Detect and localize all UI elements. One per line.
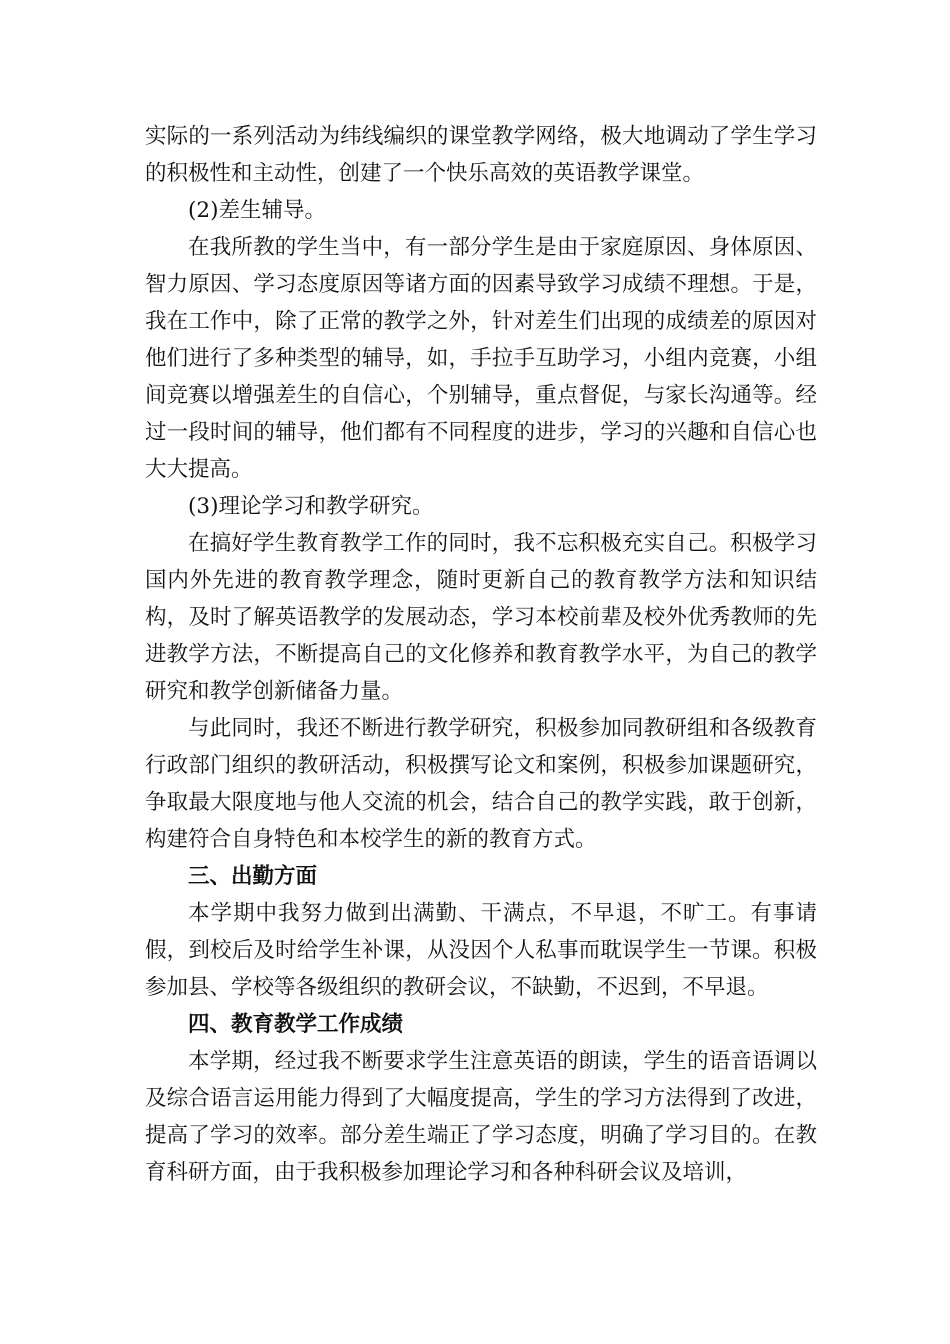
section-heading-achievements: 四、教育教学工作成绩 — [188, 1012, 404, 1037]
paragraph-attendance: 本学期中我努力做到出满勤、干满点，不早退，不旷工。有事请假，到校后及时给学生补课，从没因个人私事而耽误学生一节课。积极参加县、学校等各级组织的教研会议，不缺勤，不迟到，不早退。 — [145, 901, 817, 1000]
paragraph-achievements: 本学期，经过我不断要求学生注意英语的朗读，学生的语音语调以及综合语言运用能力得到了大幅度提高，学生的学习方法得到了改进，提高了学习的效率。部分差生端正了学习态度，明确了学习目的。在教育科研方面，由于我积极参加理论学习和各种科研会议及培训， — [145, 1049, 817, 1185]
subheading-theory-research: (3)理论学习和教学研究。 — [188, 494, 434, 519]
paragraph-research: 与此同时，我还不断进行教学研究，积极参加同教研组和各级教育行政部门组织的教研活动，积极撰写论文和案例，积极参加课题研究，争取最大限度地与他人交流的机会，结合自己的教学实践，敢于创新，构建符合自身特色和本校学生的新的教育方式。 — [145, 716, 817, 852]
paragraph-self-study: 在搞好学生教育教学工作的同时，我不忘积极充实自己。积极学习国内外先进的教育教学理念，随时更新自己的教育教学方法和知识结构，及时了解英语教学的发展动态，学习本校前辈及校外优秀教师的先进教学方法，不断提高自己的文化修养和教育教学水平，为自己的教学研究和教学创新储备力量。 — [145, 531, 817, 704]
document-body — [145, 118, 817, 1191]
paragraph-tutoring: 在我所教的学生当中，有一部分学生是由于家庭原因、身体原因、智力原因、学习态度原因等诸方面的因素导致学习成绩不理想。于是，我在工作中，除了正常的教学之外，针对差生们出现的成绩差的原因对他们进行了多种类型的辅导，如，手拉手互助学习，小组内竞赛，小组间竞赛以增强差生的自信心，个别辅导，重点督促，与家长沟通等。经过一段时间的辅导，他们都有不同程度的进步，学习的兴趣和自信心也大大提高。 — [145, 235, 817, 482]
paragraph-continuation: 实际的一系列活动为纬线编织的课堂教学网络，极大地调动了学生学习的积极性和主动性，创建了一个快乐高效的英语教学课堂。 — [145, 124, 817, 186]
section-heading-attendance: 三、出勤方面 — [188, 864, 318, 889]
subheading-struggling-students: (2)差生辅导。 — [188, 198, 326, 223]
